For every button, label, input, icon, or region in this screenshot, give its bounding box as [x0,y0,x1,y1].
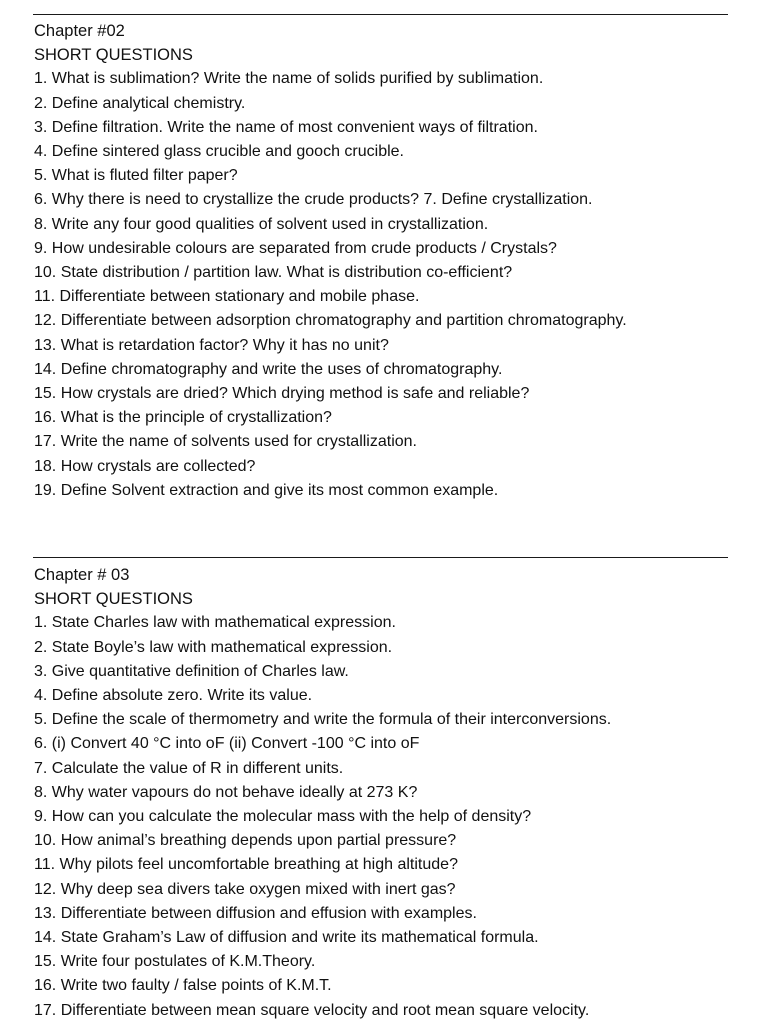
question-item: 2. Define analytical chemistry. [34,94,246,112]
question-item: 5. What is fluted filter paper? [34,167,238,185]
chapter-2-question-list [34,67,734,503]
question-item: 4. Define sintered glass crucible and gooch crucible. [34,143,404,161]
chapter-3-section [34,563,734,1023]
question-item: 8. Why water vapours do not behave ideally at 273 K? [34,783,418,801]
question-item: 6. (i) Convert 40 °C into oF (ii) Convert -100 °C into oF [34,735,420,753]
question-item: 15. How crystals are dried? Which drying method is safe and reliable? [34,385,530,403]
question-item: 3. Give quantitative definition of Charles law. [34,662,349,680]
chapter-3-question-list [34,611,734,1022]
question-item: 8. Write any four good qualities of solvent used in crystallization. [34,215,489,233]
chapter-2-title: Chapter #02 [34,22,125,40]
question-item: 12. Differentiate between adsorption chromatography and partition chromatography. [34,312,627,330]
section-divider [33,557,728,558]
chapter-3-title: Chapter # 03 [34,566,130,584]
question-item: 6. Why there is need to crystallize the crude products? 7. Define crystallization. [34,191,593,209]
question-item: 11. Why pilots feel uncomfortable breathing at high altitude? [34,856,458,874]
question-item: 4. Define absolute zero. Write its value. [34,687,313,705]
top-divider [33,14,728,15]
question-item: 7. Calculate the value of R in different units. [34,759,344,777]
question-item: 11. Differentiate between stationary and mobile phase. [34,288,420,306]
question-item: 13. What is retardation factor? Why it has no unit? [34,336,389,354]
chapter-3-subtitle: SHORT QUESTIONS [34,590,193,609]
question-item: 13. Differentiate between diffusion and effusion with examples. [34,904,477,922]
question-item: 9. How can you calculate the molecular mass with the help of density? [34,808,532,826]
chapter-2-section [34,19,734,503]
question-item: 3. Define filtration. Write the name of most convenient ways of filtration. [34,118,538,136]
question-item: 16. Write two faulty / false points of K.M.T. [34,977,332,995]
question-item: 10. State distribution / partition law. What is distribution co-efficient? [34,264,513,282]
question-item: 12. Why deep sea divers take oxygen mixed with inert gas? [34,880,456,898]
question-item: 14. Define chromatography and write the uses of chromatography. [34,360,503,378]
question-item: 18. How crystals are collected? [34,457,256,475]
question-item: 14. State Graham’s Law of diffusion and write its mathematical formula. [34,929,539,947]
question-item: 5. Define the scale of thermometry and write the formula of their interconversions. [34,711,612,729]
question-item: 17. Write the name of solvents used for crystallization. [34,433,417,451]
question-item: 10. How animal’s breathing depends upon partial pressure? [34,832,457,850]
chapter-2-subtitle: SHORT QUESTIONS [34,46,193,65]
question-item: 1. What is sublimation? Write the name of solids purified by sublimation. [34,70,544,88]
question-item: 15. Write four postulates of K.M.Theory. [34,953,316,971]
question-item: 19. Define Solvent extraction and give its most common example. [34,481,499,499]
question-item: 2. State Boyle’s law with mathematical expression. [34,638,393,656]
question-item: 1. State Charles law with mathematical expression. [34,614,396,632]
question-item: 17. Differentiate between mean square velocity and root mean square velocity. [34,1001,590,1019]
question-item: 16. What is the principle of crystallization? [34,409,332,427]
question-item: 9. How undesirable colours are separated from crude products / Crystals? [34,239,557,257]
